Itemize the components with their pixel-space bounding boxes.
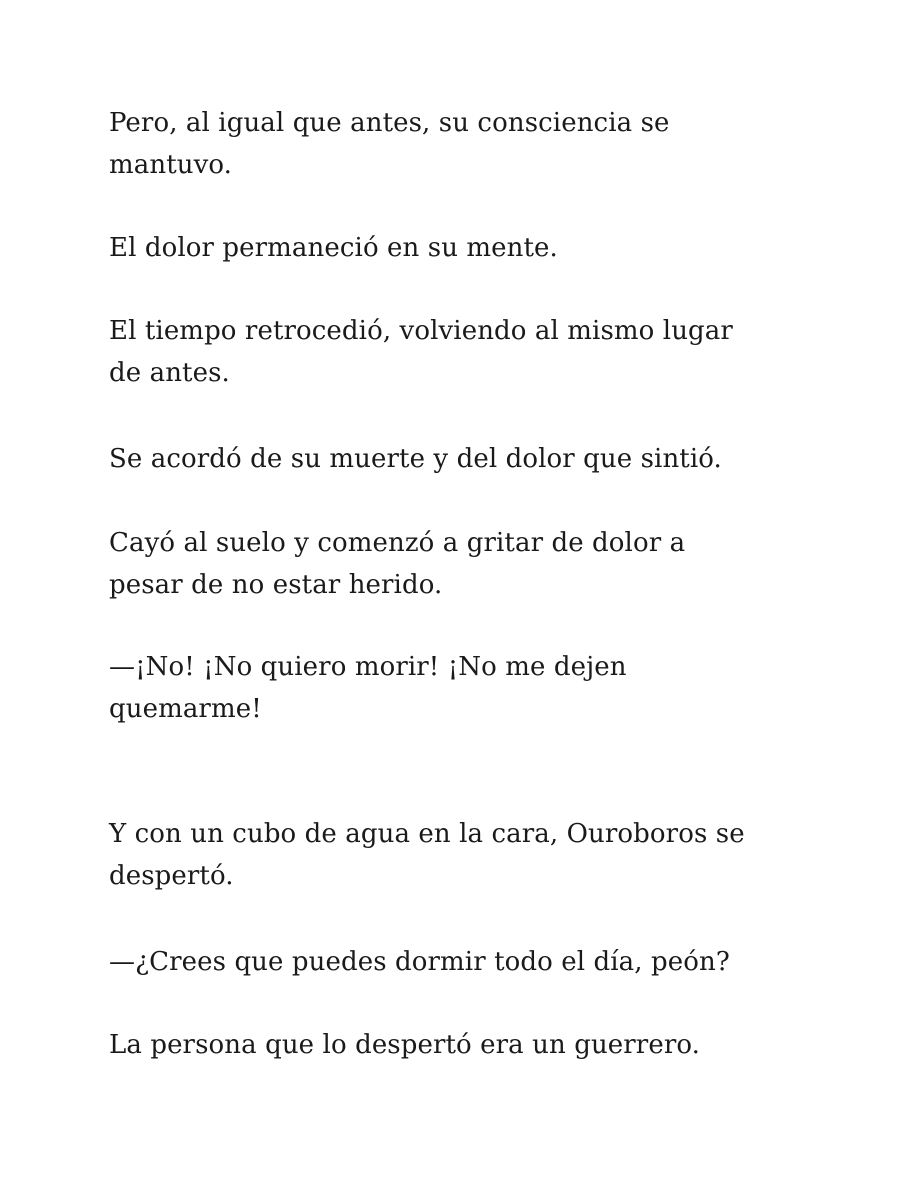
paragraph-5 (109, 522, 799, 606)
paragraph-9 (109, 1024, 799, 1066)
paragraph-line: mantuvo. (109, 150, 233, 180)
paragraph-line: pesar de no estar herido. (109, 570, 443, 600)
paragraph-4 (109, 438, 799, 480)
paragraph-line: quemarme! (109, 694, 262, 724)
paragraph-line: despertó. (109, 861, 234, 891)
paragraph-6 (109, 646, 799, 730)
paragraph-line: Cayó al suelo y comenzó a gritar de dolor a (109, 528, 686, 558)
paragraph-1 (109, 102, 799, 186)
paragraph-line: El tiempo retrocedió, volviendo al mismo lugar (109, 316, 733, 346)
paragraph-line: de antes. (109, 358, 230, 388)
paragraph-line: El dolor permaneció en su mente. (109, 233, 558, 263)
paragraph-2 (109, 227, 799, 269)
paragraph-line: La persona que lo despertó era un guerrero. (109, 1030, 701, 1060)
paragraph-line: Y con un cubo de agua en la cara, Ouroboros se (109, 819, 745, 849)
paragraph-line: Se acordó de su muerte y del dolor que sintió. (109, 444, 722, 474)
paragraph-7 (109, 813, 799, 897)
paragraph-line: —¿Crees que puedes dormir todo el día, peón? (109, 947, 730, 977)
paragraph-line: Pero, al igual que antes, su consciencia se (109, 108, 670, 138)
paragraph-3 (109, 310, 799, 394)
paragraph-line: —¡No! ¡No quiero morir! ¡No me dejen (109, 652, 627, 682)
paragraph-8 (109, 941, 799, 983)
